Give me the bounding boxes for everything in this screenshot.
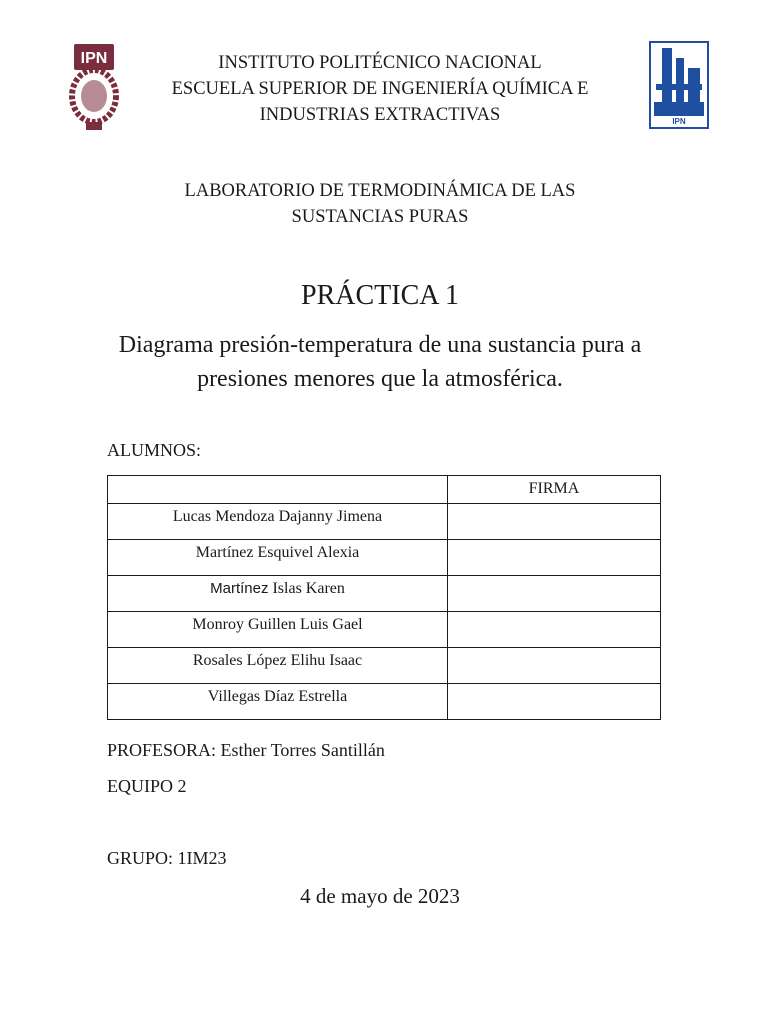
team-line: EQUIPO 2 <box>107 776 187 796</box>
signature-cell <box>448 576 661 612</box>
laboratory-line-2: SUSTANCIAS PURAS <box>291 207 469 227</box>
school-name-line-2: INDUSTRIAS EXTRACTIVAS <box>259 105 501 125</box>
students-table <box>107 475 661 720</box>
practice-title: PRÁCTICA 1 <box>301 280 459 311</box>
table-row <box>108 576 661 612</box>
professor-line: PROFESORA: Esther Torres Santillán <box>107 740 385 760</box>
school-name-line-1: ESCUELA SUPERIOR DE INGENIERÍA QUÍMICA E <box>171 79 589 99</box>
institution-name: INSTITUTO POLITÉCNICO NACIONAL <box>218 53 542 73</box>
table-row <box>108 684 661 720</box>
student-name-cell <box>108 576 448 612</box>
student-name: Islas Karen <box>272 580 345 597</box>
student-name: Monroy Guillen Luis Gael <box>108 612 448 648</box>
students-label: ALUMNOS: <box>107 440 202 460</box>
table-row <box>108 540 661 576</box>
document-date: 4 de mayo de 2023 <box>300 884 460 908</box>
signature-cell <box>448 612 661 648</box>
signature-header: FIRMA <box>448 476 661 504</box>
table-row <box>108 504 661 540</box>
table-row <box>108 612 661 648</box>
signature-cell <box>448 504 661 540</box>
signature-cell <box>448 540 661 576</box>
table-header-empty-cell <box>108 476 448 504</box>
ipn-logo-text: IPN <box>80 50 108 67</box>
student-name: Lucas Mendoza Dajanny Jimena <box>108 504 448 540</box>
laboratory-line-1: LABORATORIO DE TERMODINÁMICA DE LAS <box>184 181 576 201</box>
table-row <box>108 648 661 684</box>
institution-header <box>130 50 630 128</box>
subtitle-line-1: Diagrama presión-temperatura de una sustancia pura a <box>118 332 642 358</box>
student-name: Villegas Díaz Estrella <box>108 684 448 720</box>
signature-cell <box>448 684 661 720</box>
student-name: Martínez Esquivel Alexia <box>108 540 448 576</box>
subtitle-line-2: presiones menores que la atmosférica. <box>197 366 563 392</box>
laboratory-title <box>130 178 630 230</box>
signature-cell <box>448 648 661 684</box>
esiqie-logo-icon <box>648 40 710 130</box>
student-first-surname: Martínez <box>210 580 269 597</box>
group-line: GRUPO: 1IM23 <box>107 848 227 868</box>
esiqie-logo-text: IPN <box>672 117 686 126</box>
ipn-logo-icon <box>66 40 122 130</box>
practice-subtitle <box>80 328 680 396</box>
table-header-row <box>108 476 661 504</box>
student-name: Rosales López Elihu Isaac <box>108 648 448 684</box>
